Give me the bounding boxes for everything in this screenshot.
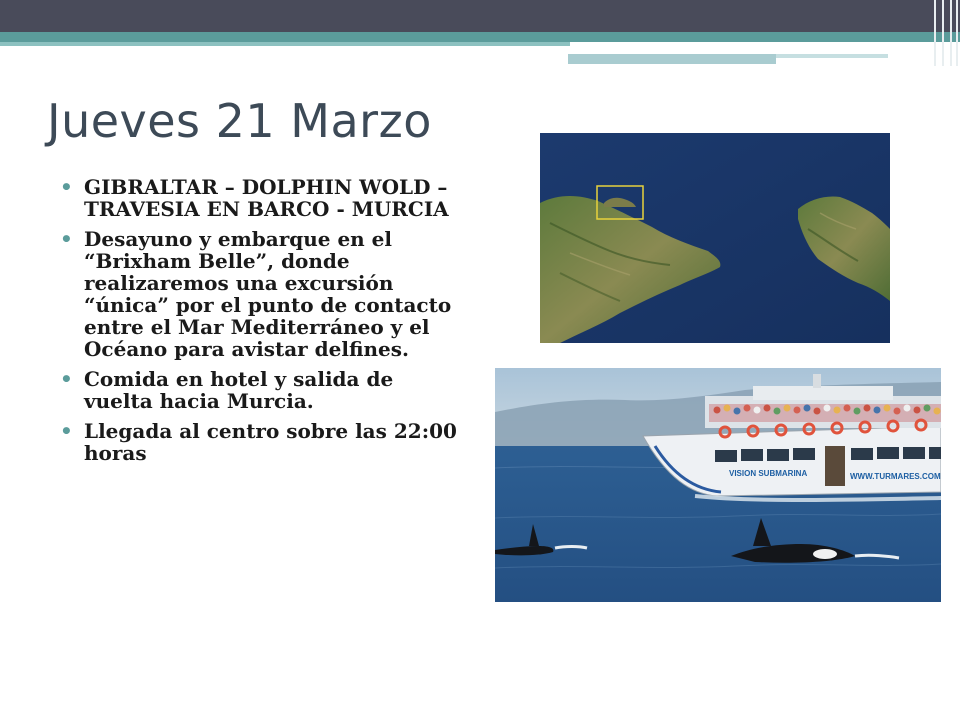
svg-text:VISION SUBMARINA: VISION SUBMARINA — [729, 469, 808, 478]
bullet-item: • Desayuno y embarque en el “Brixham Belle”, donde realizaremos una excursión “única” por el punto de contacto entre el Mar Mediterráneo y el Océano para avistar delfines. — [60, 228, 458, 360]
bullet-item: • GIBRALTAR – DOLPHIN WOLD – TRAVESIA EN BARCO - MURCIA — [60, 176, 458, 220]
bullet-item: • Comida en hotel y salida de vuelta hacia Murcia. — [60, 368, 458, 412]
top-header-bar — [0, 0, 960, 32]
decorative-edge-lines — [930, 0, 960, 66]
accent-stripe-thin — [0, 42, 570, 46]
accent-stripe — [0, 32, 960, 42]
accent-stripe-right-thin — [776, 54, 888, 58]
bullet-list — [60, 176, 458, 472]
boat-orcas-photo — [495, 368, 941, 602]
svg-text:WWW.TURMARES.COM: WWW.TURMARES.COM — [850, 472, 941, 481]
bullet-item: • Llegada al centro sobre las 22:00 horas — [60, 420, 458, 464]
accent-stripe-right — [568, 54, 776, 64]
strait-map-image — [540, 133, 890, 343]
slide-title: Jueves 21 Marzo — [47, 94, 432, 148]
